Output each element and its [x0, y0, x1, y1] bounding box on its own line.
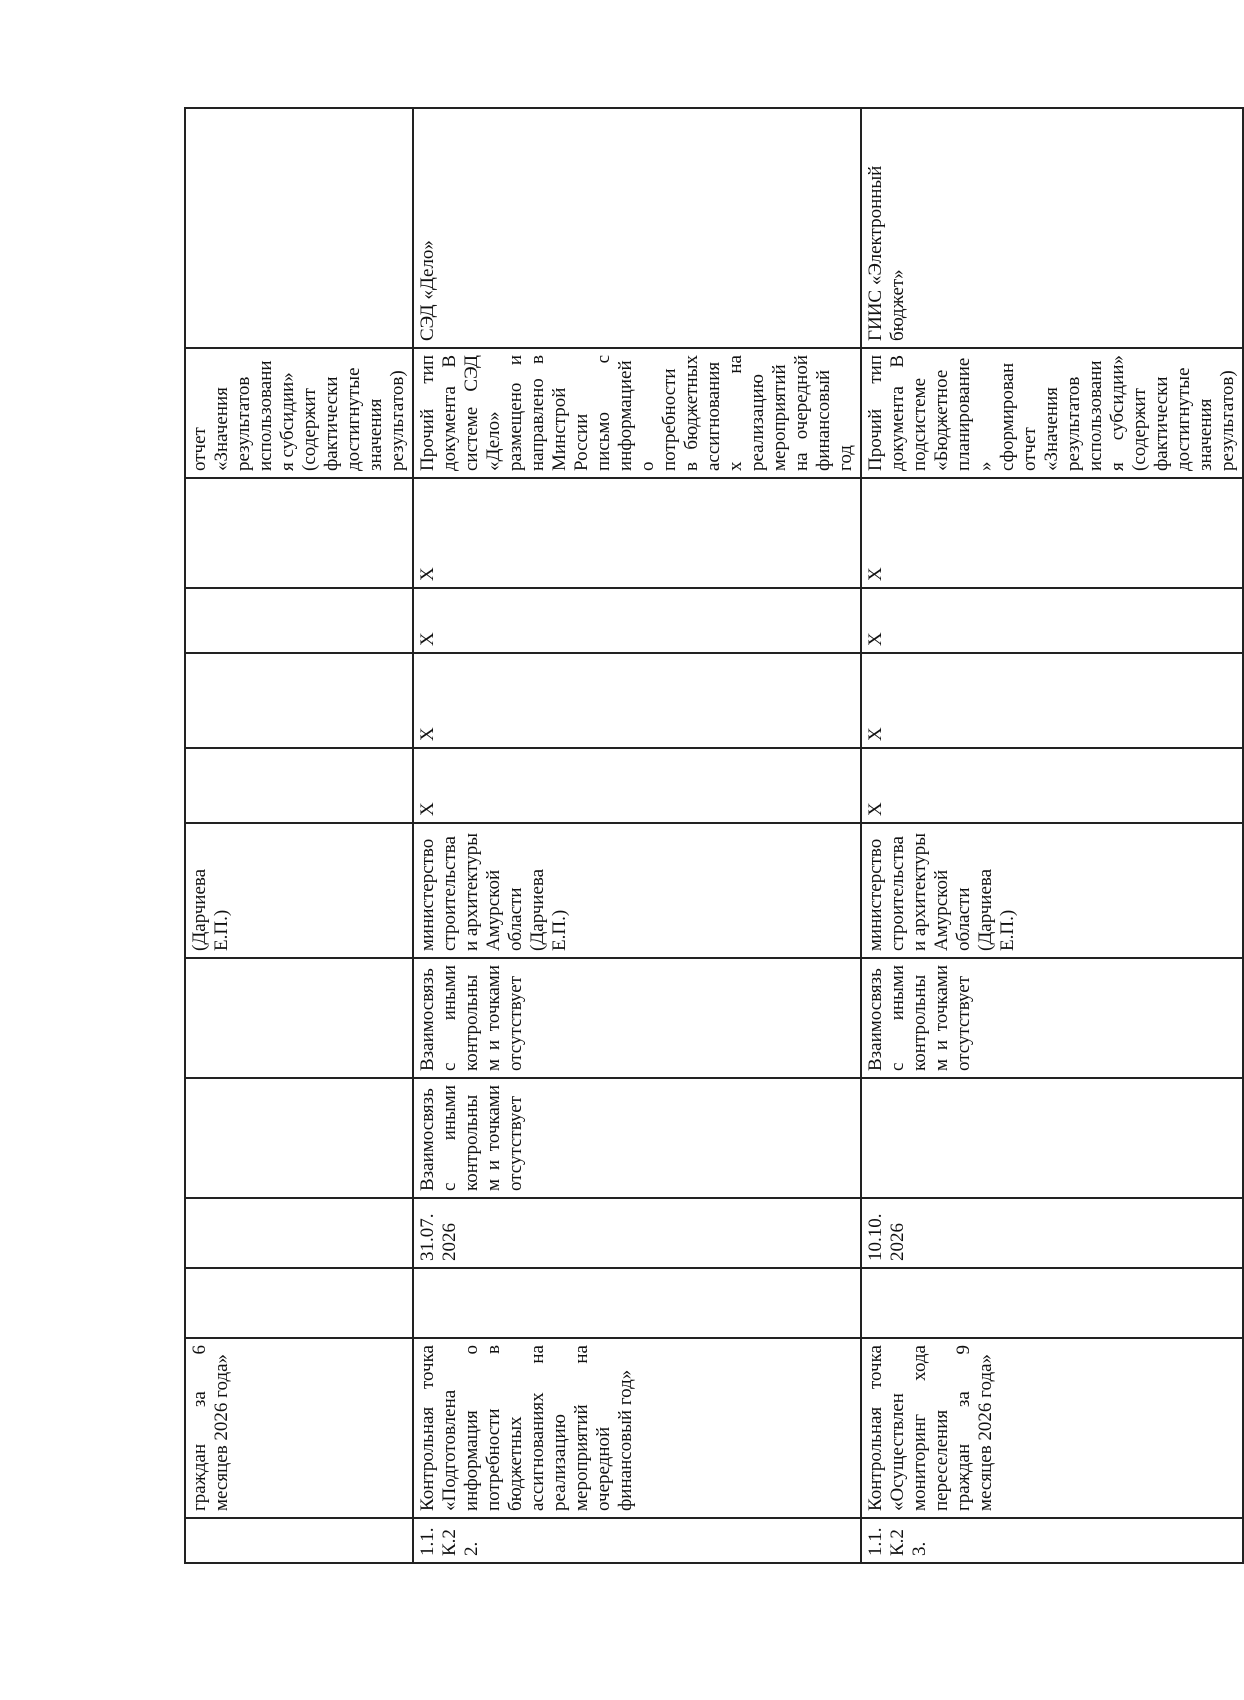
control-points-table: [184, 107, 1244, 1564]
cell-end-date: [185, 1198, 413, 1268]
table-row: [413, 108, 861, 1563]
cell-start-date: [861, 1268, 1243, 1338]
cell-document-type: Прочий тип документа В системе СЭД «Дело» размещено и направлено в Минстрой России письмо с информацией о потребности в бюджетных ассигнованиях на реализацию мероприятий на очередной финансовый год: [413, 348, 861, 478]
cell-document-type: отчет «Значения результатов использования субсидии» (содержит фактически достигнутые значения результатов): [185, 348, 413, 478]
cell-start-date: [185, 1268, 413, 1338]
cell-previous-link: [185, 1078, 413, 1198]
cell-previous-link: Взаимосвязь с иными контрольным и точками отсутствует: [413, 1078, 861, 1198]
cell-number: 1.1.К.23.: [861, 1518, 1243, 1563]
table-row: [185, 108, 413, 1563]
cell-mark-2: X: [413, 653, 861, 748]
cell-mark-3: X: [413, 588, 861, 653]
cell-document-type: Прочий тип документа В подсистеме «Бюджетное планирование» сформирован отчет «Значения результатов использования субсидии» (содержит фактически достигнутые значения результатов): [861, 348, 1243, 478]
cell-number: [185, 1518, 413, 1563]
cell-end-date: 31.07.2026: [413, 1198, 861, 1268]
cell-information-system: СЭД «Дело»: [413, 108, 861, 348]
cell-control-point-name: Контрольная точка «Подготовлена информация о потребности в бюджетных ассигнованиях на реализацию мероприятий на очередной финансовый год»: [413, 1338, 861, 1518]
cell-mark-1: X: [861, 748, 1243, 823]
cell-mark-4: X: [861, 478, 1243, 588]
cell-mark-3: X: [861, 588, 1243, 653]
cell-control-point-name: Контрольная точка «Осуществлен мониторинг хода переселения граждан за 9 месяцев 2026 года»: [861, 1338, 1243, 1518]
cell-next-link: [185, 958, 413, 1078]
cell-next-link: Взаимосвязь с иными контрольным и точками отсутствует: [413, 958, 861, 1078]
cell-end-date: 10.10.2026: [861, 1198, 1243, 1268]
cell-start-date: [413, 1268, 861, 1338]
cell-mark-1: X: [413, 748, 861, 823]
cell-mark-4: [185, 478, 413, 588]
rotated-table-wrapper: [184, 109, 1238, 1564]
cell-responsible: министерство строительства и архитектуры Амурской области (Дарчиева Е.П.): [861, 823, 1243, 958]
cell-number: 1.1.К.22.: [413, 1518, 861, 1563]
cell-control-point-name: граждан за 6 месяцев 2026 года»: [185, 1338, 413, 1518]
cell-mark-4: X: [413, 478, 861, 588]
cell-mark-1: [185, 748, 413, 823]
cell-next-link: Взаимосвязь с иными контрольным и точками отсутствует: [861, 958, 1243, 1078]
cell-responsible: (Дарчиева Е.П.): [185, 823, 413, 958]
cell-responsible: министерство строительства и архитектуры Амурской области (Дарчиева Е.П.): [413, 823, 861, 958]
cell-previous-link: [861, 1078, 1243, 1198]
cell-information-system: [185, 108, 413, 348]
cell-information-system: ГИИС «Электронный бюджет»: [861, 108, 1243, 348]
table-row: [861, 108, 1243, 1563]
cell-mark-3: [185, 588, 413, 653]
cell-mark-2: [185, 653, 413, 748]
cell-mark-2: X: [861, 653, 1243, 748]
